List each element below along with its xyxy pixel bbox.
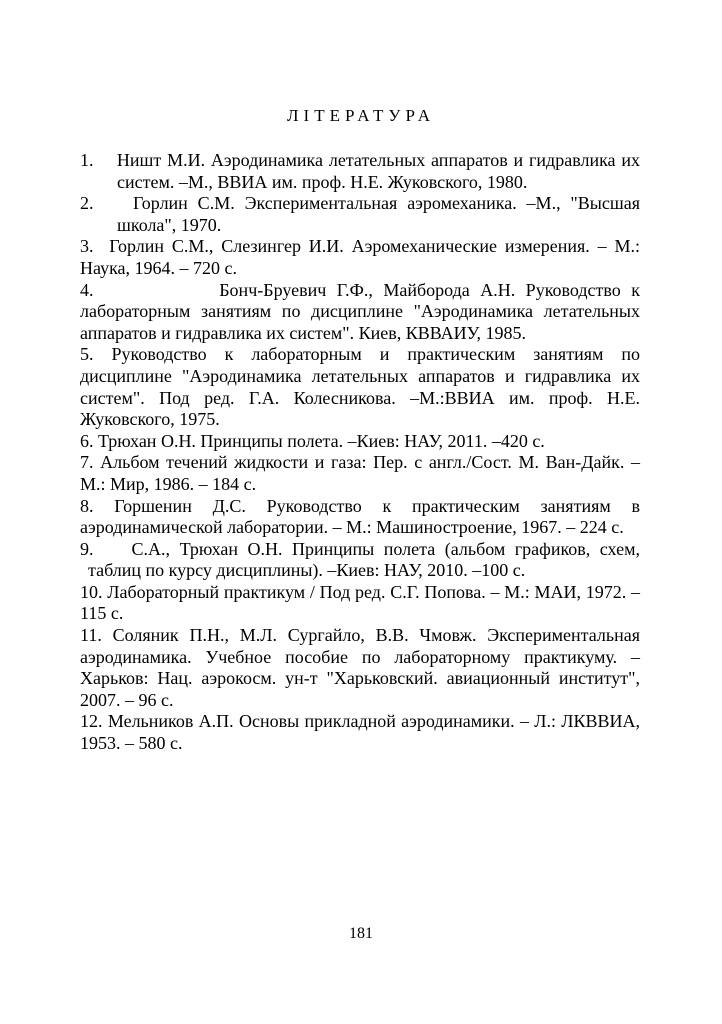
reference-text: Руководство к лабораторным и практическим занятиям по дисциплине "Аэродинамика летательных аппаратов и гидравлика их систем". Под ред. Г.А. Колесникова. –М.:ВВИА им. проф. Н.Е. Жуковского, 1975. xyxy=(80,344,641,430)
list-item xyxy=(80,452,640,495)
reference-number: 7. xyxy=(80,452,94,473)
reference-number: 12. xyxy=(80,711,103,732)
reference-text: Ништ М.И. Аэродинамика летательных аппаратов и гидравлика их систем. –М., ВВИА им. проф. Н.Е. Жуковского, 1980. xyxy=(116,150,641,192)
reference-text: Лабораторный практикум / Под ред. С.Г. Попова. – М.: МАИ, 1972. – 115 с. xyxy=(80,581,641,624)
reference-text: Альбом течений жидкости и газа: Пер. с англ./Сост. М. Ван-Дайк. – М.: Мир, 1986. – 184 с. xyxy=(80,452,640,494)
list-item xyxy=(80,150,640,193)
reference-text: Бонч-Бруевич Г.Ф., Майборода А.Н. Руководство к лабораторным занятиям по дисциплине "Аэродинамика летательных аппаратов и гидравлика их систем". Киев, КВВАИУ, 1985. xyxy=(80,279,640,343)
list-item xyxy=(80,582,640,625)
list-item xyxy=(80,236,640,279)
list-item xyxy=(80,193,640,236)
reference-text: Горшенин Д.С. Руководство к практическим занятиям в аэродинамической лаборатории. – М.: Машиностроение, 1967. – 224 с. xyxy=(80,495,640,538)
list-item xyxy=(80,280,640,345)
reference-list xyxy=(80,150,640,755)
reference-number: 8. xyxy=(80,495,94,516)
reference-text: Горлин С.М., Слезингер И.И. Аэромеханические измерения. – М.: Наука, 1964. – 720 с. xyxy=(80,236,640,278)
page-number: 181 xyxy=(349,925,373,942)
reference-text: Трюхан О.Н. Принципы полета. –Киев: НАУ, 2011. –420 с. xyxy=(98,430,545,451)
reference-text: Соляник П.Н., М.Л. Сургайло, В.В. Чмовж. Экспериментальная аэродинамика. Учебное пособие по лабораторному практикуму. –Харьков: Нац. аэрокосм. ун-т "Харьковский. авиационный институт", 2007. – 96 с. xyxy=(80,625,640,710)
reference-number: 2. xyxy=(80,193,94,214)
list-item xyxy=(80,539,640,582)
page-title: ЛІТЕРАТУРА xyxy=(287,106,435,125)
list-item xyxy=(80,625,640,711)
reference-number: 3. xyxy=(80,236,94,257)
reference-number: 10. xyxy=(80,581,103,602)
reference-number: 4. xyxy=(80,279,94,300)
reference-number: 1. xyxy=(80,150,94,170)
reference-number: 6. xyxy=(80,430,94,451)
reference-text: Горлин С.М. Экспериментальная аэромеханика. –М., "Высшая школа", 1970. xyxy=(117,193,640,235)
reference-number: 11. xyxy=(80,625,102,646)
list-item xyxy=(80,344,640,430)
reference-text: С.А., Трюхан О.Н. Принципы полета (альбом графиков, схем, таблиц по курсу дисциплины). –Киев: НАУ, 2010. –100 с. xyxy=(88,538,640,581)
list-item xyxy=(80,711,640,754)
list-item xyxy=(80,496,640,539)
reference-number: 9. xyxy=(80,538,94,559)
reference-number: 5. xyxy=(80,344,94,365)
reference-text: Мельников А.П. Основы прикладной аэродинамики. – Л.: ЛКВВИА, 1953. – 580 с. xyxy=(80,711,641,754)
list-item xyxy=(80,431,640,453)
